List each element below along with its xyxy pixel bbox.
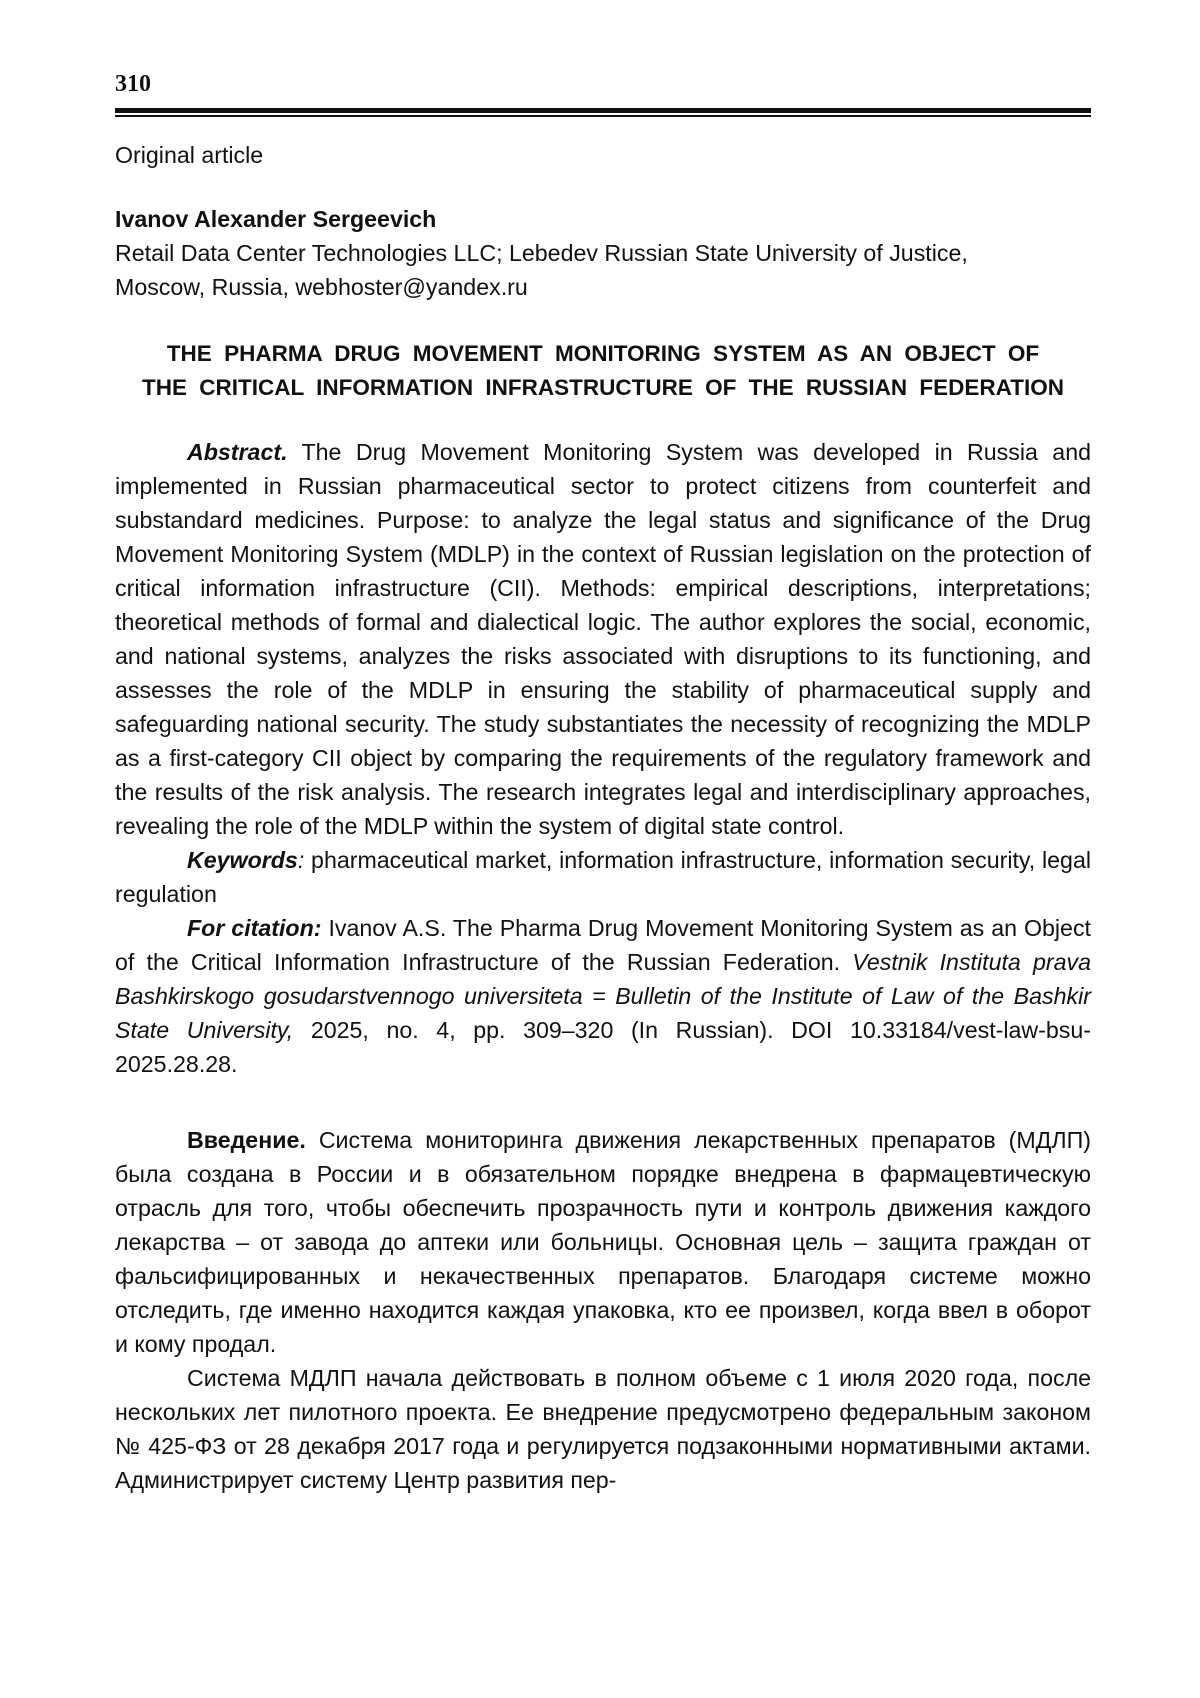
author-affiliation-line1: Retail Data Center Technologies LLC; Lebedev Russian State University of Justice, [115, 240, 968, 266]
intro-label: Введение. [187, 1127, 306, 1153]
page-number: 310 [115, 71, 151, 97]
header-rule [115, 108, 1091, 117]
author-block [115, 202, 1091, 304]
body-section [115, 1123, 1091, 1497]
keywords-label: Keywords [187, 847, 298, 873]
keywords-colon: : [297, 847, 305, 873]
intro-text: Система мониторинга движения лекарственных препаратов (МДЛП) была создана в России и в обязательном порядке внедрена в фармацевтическую отрасль для того, чтобы обеспечить прозрачность пути и контроль движения каждого лекарства – от завода до аптеки или больницы. Основная цель – защита граждан от фальсифицированных и некачественных препаратов. Благодаря системе можно отследить, где именно находится каждая упаковка, кто ее произвел, когда ввел в оборот и кому продал. [115, 1127, 1091, 1357]
page [115, 70, 1091, 1497]
article-type: Original article [115, 142, 264, 168]
abstract-label: Abstract. [187, 439, 288, 465]
keywords-text: pharmaceutical market, information infrastructure, information security, legal regulation [115, 847, 1091, 907]
abstract-section [115, 435, 1091, 1081]
article-title-line1: THE PHARMA DRUG MOVEMENT MONITORING SYSTEM AS AN OBJECT OF [166, 341, 1040, 366]
keywords-paragraph [115, 843, 1091, 911]
header-rule-thick [115, 108, 1091, 113]
article-title [115, 337, 1091, 405]
intro-paragraph [115, 1123, 1091, 1361]
article-title-line2: THE CRITICAL INFORMATION INFRASTRUCTURE OF THE RUSSIAN FEDERATION [142, 375, 1064, 400]
citation-paragraph [115, 911, 1091, 1081]
header-rule-thin [115, 115, 1091, 117]
abstract-paragraph [115, 435, 1091, 843]
author-name: Ivanov Alexander Sergeevich [115, 206, 437, 232]
abstract-text: The Drug Movement Monitoring System was developed in Russia and implemented in Russian pharmaceutical sector to protect citizens from counterfeit and substandard medicines. Purpose: to analyze the legal status and significance of the Drug Movement Monitoring System (MDLP) in the context of Russian legislation on the protection of critical information infrastructure (CII). Methods: empirical descriptions, interpretations; theoretical methods of formal and dialectical logic. The author explores the social, economic, and national systems, analyzes the risks associated with disruptions to its functioning, and assesses the role of the MDLP in ensuring the stability of pharmaceutical supply and safeguarding national security. The study substantiates the necessity of recognizing the MDLP as a first-category CII object by comparing the requirements of the regulatory framework and the results of the risk analysis. The research integrates legal and interdisciplinary approaches, revealing the role of the MDLP within the system of digital state control. [115, 439, 1091, 839]
citation-text-before: Ivanov A.S. The Pharma Drug Movement Monitoring System as an Object of the Critical Information Infrastructure of the Russian Federation. [115, 915, 1091, 975]
citation-journal: Vestnik Instituta prava Bashkirskogo gosudarstvennogo universiteta = Bulletin of the Institute of Law of the Bashkir State University, [115, 949, 1091, 1043]
citation-text-after: 2025, no. 4, pp. 309–320 (In Russian). DOI 10.33184/vest-law-bsu-2025.28.28. [115, 1017, 1091, 1077]
author-affiliation-line2: Moscow, Russia, webhoster@yandex.ru [115, 274, 528, 300]
citation-label: For citation: [187, 915, 322, 941]
body-paragraph-2: Система МДЛП начала действовать в полном объеме с 1 июля 2020 года, после нескольких лет пилотного проекта. Ее внедрение предусмотрено федеральным законом № 425-ФЗ от 28 декабря 2017 года и регулируется подзаконными нормативными актами. Администрирует систему Центр развития пер- [115, 1365, 1091, 1493]
